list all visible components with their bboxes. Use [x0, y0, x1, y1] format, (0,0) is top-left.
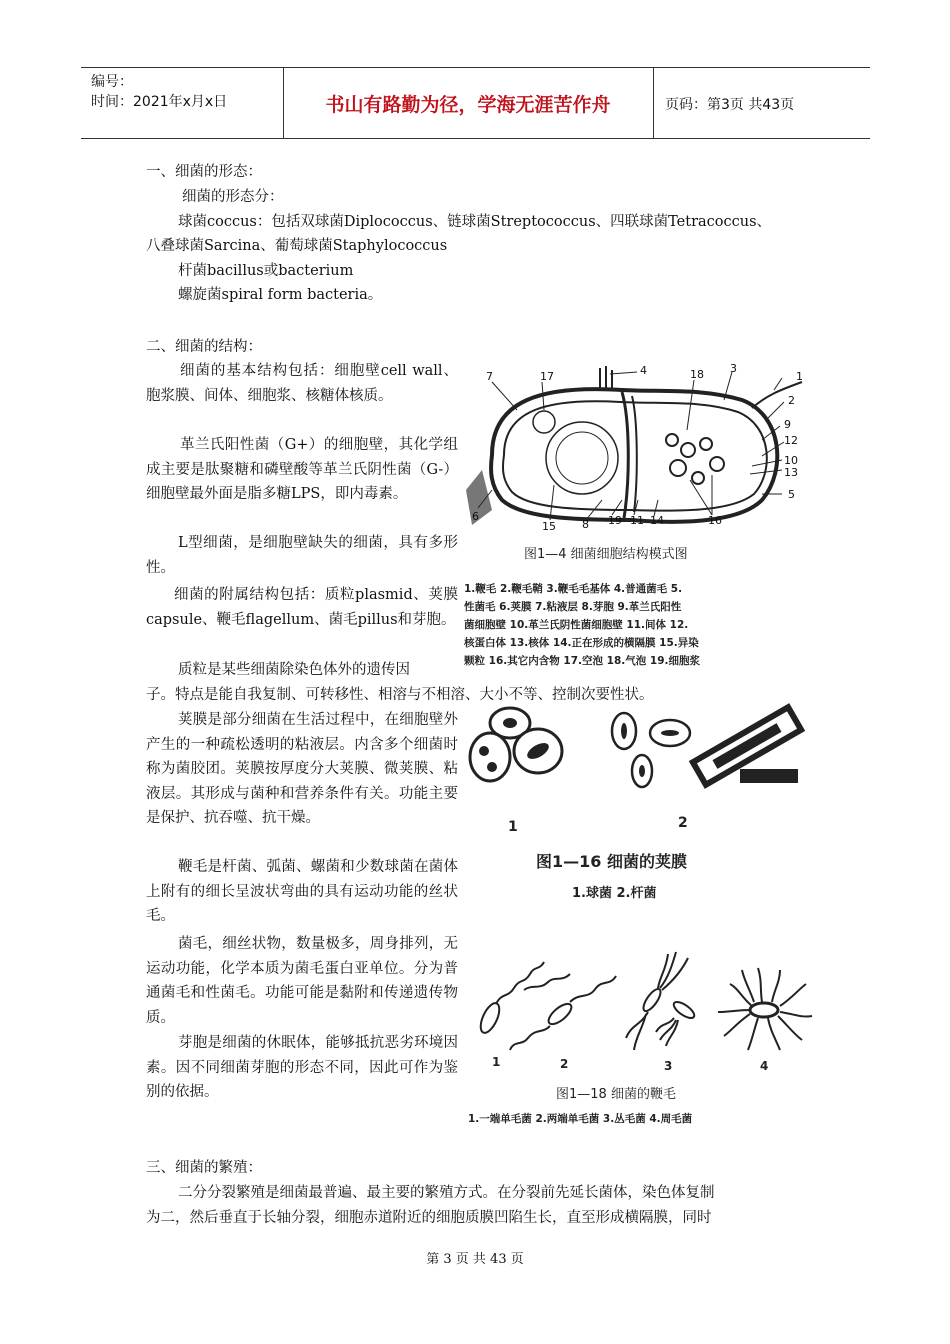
code-label: 编号： [91, 74, 133, 90]
figure-number-4: 4 [760, 1059, 769, 1073]
legend-line: 菌细胞壁 10.革兰氏阴性菌细胞壁 11.间体 12. [464, 619, 689, 631]
header-divider [653, 68, 654, 138]
paragraph: 细菌的附属结构包括：质粒plasmid、荚膜capsule、鞭毛flagellum、菌毛pillus和芽胞。 [146, 587, 458, 628]
legend-line: 性菌毛 6.荚膜 7.粘液层 8.芽胞 9.革兰氏阳性 [464, 601, 682, 613]
label-3: 3 [730, 362, 737, 375]
paragraph: 球菌coccus：包括双球菌Diplococcus、链球菌Streptococcus、四联球菌Tetracoccus、 [178, 214, 772, 230]
figure-number-1: 1 [508, 819, 518, 835]
label-1: 1 [796, 370, 803, 383]
figure-subcaption: 1.球菌 2.杆菌 [572, 886, 657, 901]
label-2: 2 [788, 394, 795, 407]
label-9: 9 [784, 418, 791, 431]
figure-flagella [462, 940, 822, 1128]
paragraph: 为二，然后垂直于长轴分裂，细胞赤道附近的细胞质膜凹陷生长，直至形成横隔膜，同时 [146, 1210, 712, 1226]
legend-line: 核蛋白体 13.核体 14.正在形成的横隔膜 15.异染 [464, 637, 699, 649]
label-18: 18 [690, 368, 704, 381]
label-15: 15 [542, 520, 556, 533]
paragraph: 鞭毛是杆菌、弧菌、螺菌和少数球菌在菌体上附有的细长呈波状弯曲的具有运动功能的丝状毛。 [146, 859, 458, 924]
paragraph: 杆菌bacillus或bacterium [178, 263, 354, 279]
figure-subcaption: 1.一端单毛菌 2.两端单毛菌 3.丛毛菌 4.周毛菌 [468, 1113, 693, 1125]
label-10: 10 [784, 454, 798, 467]
paragraph: 质粒是某些细菌除染色体外的遗传因 [178, 662, 410, 678]
figure-number-2: 2 [678, 815, 688, 831]
label-17: 17 [540, 370, 554, 383]
section-title: 三、细菌的繁殖： [146, 1160, 262, 1176]
header-meta [91, 72, 227, 112]
label-4: 4 [640, 364, 647, 377]
figure-cell-structure [462, 360, 812, 675]
figure-caption: 图1—4 细菌细胞结构模式图 [524, 547, 688, 562]
paragraph: 八叠球菌Sarcina、葡萄球菌Staphylococcus [146, 238, 448, 254]
label-7: 7 [486, 370, 493, 383]
figure-caption: 图1—16 细菌的荚膜 [536, 852, 687, 871]
label-19: 19 [608, 514, 622, 527]
label-13: 13 [784, 466, 798, 479]
paragraph: L型细菌，是细胞壁缺失的细菌，具有多形性。 [146, 535, 458, 576]
label-16: 16 [708, 514, 722, 527]
label-12: 12 [784, 434, 798, 447]
figure-capsule [462, 703, 807, 903]
label-6: 6 [472, 510, 479, 523]
figure-caption: 图1—18 细菌的鞭毛 [556, 1087, 676, 1102]
legend-line: 1.鞭毛 2.鞭毛鞘 3.鞭毛毛基体 4.普通菌毛 5. [464, 583, 683, 595]
figure-number-3: 3 [664, 1059, 673, 1073]
paragraph: 螺旋菌spiral form bacteria。 [178, 287, 383, 303]
paragraph: 细菌的形态分： [182, 189, 284, 205]
page-footer: 第 3 页 共 43 页 [426, 1252, 524, 1267]
section-title: 二、细菌的结构： [146, 339, 262, 355]
header-motto: 书山有路勤为径，学海无涯苦作舟 [325, 94, 611, 116]
figure-number-2: 2 [560, 1057, 569, 1071]
section-title: 一、细菌的形态： [146, 164, 262, 180]
paragraph: 芽胞是细菌的休眠体，能够抵抗恶劣环境因素。因不同细菌芽胞的形态不同，因此可作为鉴别的依据。 [146, 1035, 458, 1100]
label-11: 11 [630, 514, 644, 527]
page-header [81, 67, 870, 139]
header-page-info: 页码：第3页 共43页 [665, 97, 795, 113]
legend-line: 颗粒 16.其它内含物 17.空泡 18.气泡 19.细胞浆 [464, 655, 701, 667]
paragraph: 荚膜是部分细菌在生活过程中，在细胞壁外产生的一种疏松透明的粘液层。内含多个细菌时称为菌胶团。荚膜按厚度分大荚膜、微荚膜、粘液层。其形成与菌种和营养条件有关。功能主要是保护、抗吞噬、抗干燥。 [146, 712, 458, 826]
label-5: 5 [788, 488, 795, 501]
label-14: 14 [650, 514, 664, 527]
time-label: 时间：2021年x月x日 [91, 94, 228, 110]
paragraph: 菌毛，细丝状物，数量极多，周身排列，无运动功能，化学本质为菌毛蛋白亚单位。分为普通菌毛和性菌毛。功能可能是黏附和传递遗传物质。 [146, 936, 458, 1026]
paragraph: 细菌的基本结构包括：细胞壁cell wall、 胞浆膜、间体、细胞浆、核糖体核质。 [146, 363, 458, 404]
figure-number-1: 1 [492, 1055, 501, 1069]
label-8: 8 [582, 518, 589, 531]
paragraph: 子。特点是能自我复制、可转移性、相溶与不相溶、大小不等、控制次要性状。 [146, 687, 654, 703]
paragraph: 二分分裂繁殖是细菌最普遍、最主要的繁殖方式。在分裂前先延长菌体，染色体复制 [178, 1185, 715, 1201]
paragraph: 革兰氏阳性菌（G+）的细胞壁，其化学组成主要是肽聚糖和磷壁酸等革兰氏阴性菌（G-）细胞壁最外面是脂多糖LPS，即内毒素。 [146, 437, 458, 502]
